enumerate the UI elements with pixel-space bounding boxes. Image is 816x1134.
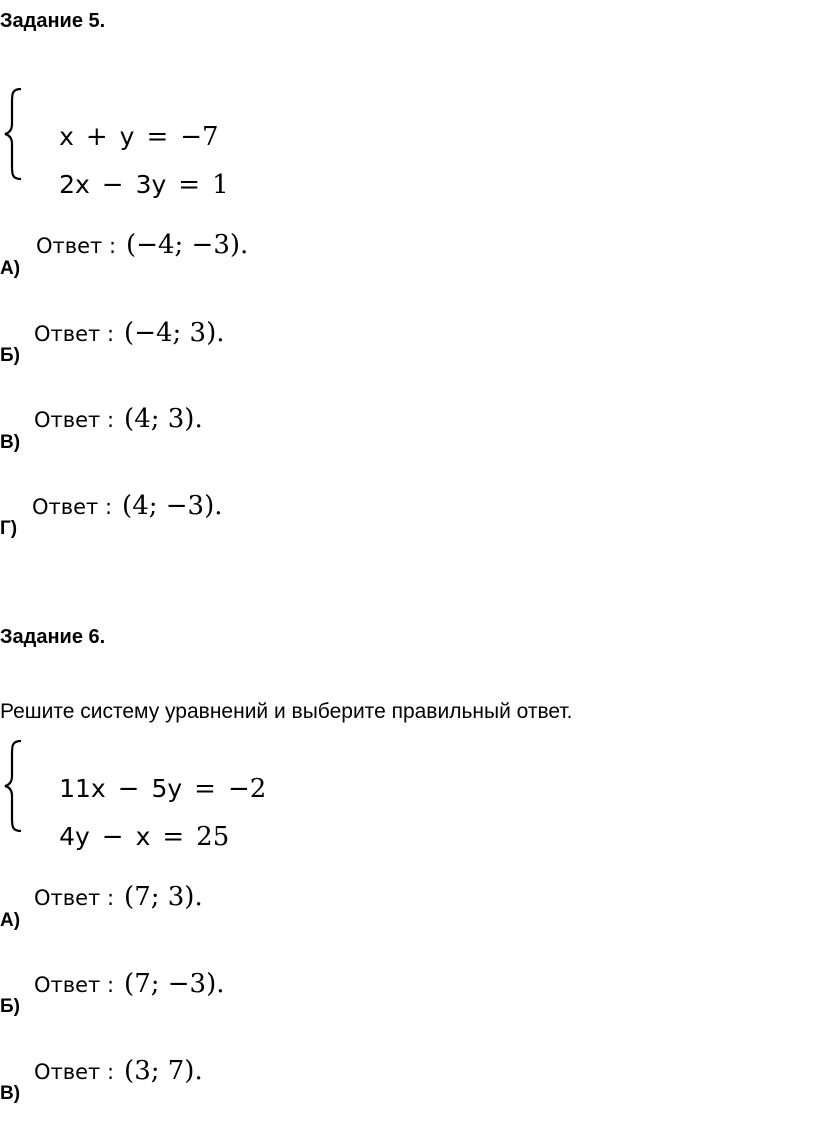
task5-option-b[interactable]: [34, 318, 225, 348]
answer-value: (4; 3).: [124, 404, 203, 434]
task5-equation-2: 2x − 3y = 1: [59, 170, 229, 200]
task6-option-c[interactable]: [34, 1056, 203, 1086]
answer-label: Ответ :: [36, 234, 117, 258]
answer-value: (7; 3).: [124, 882, 203, 912]
task5-option-b-letter: Б): [0, 345, 20, 366]
task6-equation-2: 4y − x = 25: [59, 822, 230, 852]
brace-icon: [2, 86, 24, 182]
task5-equation-1: x + y = −7: [59, 122, 219, 152]
answer-label: Ответ :: [34, 408, 115, 432]
task6-equation-system: [2, 738, 302, 852]
answer-value: (3; 7).: [124, 1056, 203, 1086]
task6-instruction: Решите систему уравнений и выберите правильный ответ.: [0, 700, 573, 723]
answer-label: Ответ :: [34, 322, 115, 346]
answer-label: Ответ :: [34, 886, 115, 910]
task6-equation-1: 11x − 5y = −2: [59, 774, 267, 804]
task5-option-d[interactable]: [32, 491, 223, 521]
task5-option-d-letter: Г): [0, 518, 18, 539]
task5-option-c[interactable]: [34, 404, 203, 434]
answer-label: Ответ :: [34, 1060, 115, 1084]
task5-equation-system: [2, 86, 262, 200]
task5-option-a[interactable]: [36, 230, 248, 260]
answer-label: Ответ :: [32, 495, 113, 519]
answer-value: (−4; 3).: [124, 318, 225, 348]
task6-option-a[interactable]: [34, 882, 203, 912]
task5-option-c-letter: В): [0, 432, 21, 453]
answer-label: Ответ :: [34, 973, 115, 997]
task6-title: Задание 6.: [0, 626, 106, 648]
task5-title: Задание 5.: [0, 10, 106, 32]
task6-option-a-letter: А): [0, 910, 21, 931]
task6-option-c-letter: В): [0, 1083, 21, 1104]
task5-option-a-letter: А): [0, 258, 21, 279]
task6-option-b-letter: Б): [0, 996, 20, 1017]
task6-option-b[interactable]: [34, 969, 225, 999]
answer-value: (−4; −3).: [126, 230, 249, 260]
answer-value: (4; −3).: [122, 491, 223, 521]
answer-value: (7; −3).: [124, 969, 225, 999]
brace-icon: [2, 738, 24, 834]
